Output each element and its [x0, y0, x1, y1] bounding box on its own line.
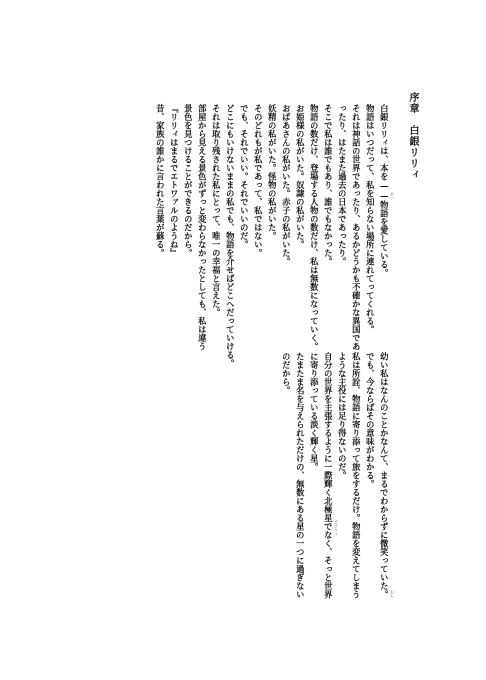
paragraph-line: でも、今ならばその意味がわかる。 — [365, 352, 376, 488]
chapter-label: 序章 — [407, 92, 418, 114]
paragraph-line: 景色を見つけることができるのだから。 — [183, 104, 194, 257]
paragraph-line: 昔、家族の誰かに言われた言葉が蘇る。 — [155, 104, 166, 257]
paragraph-line: お姫様の私がいた。奴隷の私がいた。 — [295, 104, 306, 249]
paragraph-line: 物語はいつだって、私を知らない場所に連れてってくれる。 — [365, 104, 376, 334]
paragraph-line: たまたま名を与えられただけの、無数にある星の一つに過ぎない — [295, 352, 306, 599]
ruby-annotation: ポラリス — [334, 520, 339, 536]
paragraph-line: おばあさんの私がいた。赤子の私がいた。 — [281, 104, 292, 266]
paragraph-line: ったり、はたまた過去の日本であったり。 — [337, 104, 348, 266]
paragraph-line: 白銀リリィは、本を——物語を愛している。 — [379, 104, 390, 278]
paragraph-line: のだから。 — [281, 352, 292, 395]
paragraph-line: 私は所詮、物語に寄り添って旅をするだけ。物語を変えてしまう — [351, 352, 362, 599]
ruby-annotation: わら — [390, 590, 395, 598]
paragraph-line: 妖精の私がいた。怪物の私がいた。 — [267, 104, 278, 240]
paragraph-line: に寄り添っている淡く輝く星。 — [309, 352, 320, 471]
paragraph-line: 部屋から見える景色がずっと変わらなかったとしても、私は違う — [197, 104, 208, 351]
paragraph-line: 幼い私はなんのことかなんて、まるでわからずに微笑っていた。 — [379, 352, 390, 599]
paragraph-line: 物語の数だけ、登場する人物の数だけ、私は無数になっていく。 — [309, 104, 320, 351]
paragraph-line: どこにもいけないままの私でも、物語を介せばどこへだっていける。 — [225, 104, 236, 368]
paragraph-line: それは神話の世界であったり、あるかどうかも不確かな異国であ — [351, 104, 362, 351]
paragraph-line: 自分の世界を主張するように一際輝く北極星でなく、そっと世界 — [323, 352, 334, 599]
paragraph-line: それは取り残された私にとって、唯一の幸福と言えた。 — [211, 104, 222, 317]
chapter-title — [407, 92, 417, 180]
paragraph-line: 『リリィはまるでエトワァルのようね』 — [169, 104, 180, 257]
chapter-name: 白銀リリィ — [407, 125, 418, 180]
paragraph-line: でも、それでいい。それでいいのだ。 — [239, 104, 250, 249]
paragraph-line: そこで私は誰でもあり、誰でもなかった。 — [323, 104, 334, 266]
paragraph-line: ような主役には足り得ないのだ。 — [337, 352, 348, 480]
paragraph-line: そのどれもが私であって、私ではない。 — [253, 104, 264, 257]
ruby-annotation: あい — [390, 192, 395, 200]
